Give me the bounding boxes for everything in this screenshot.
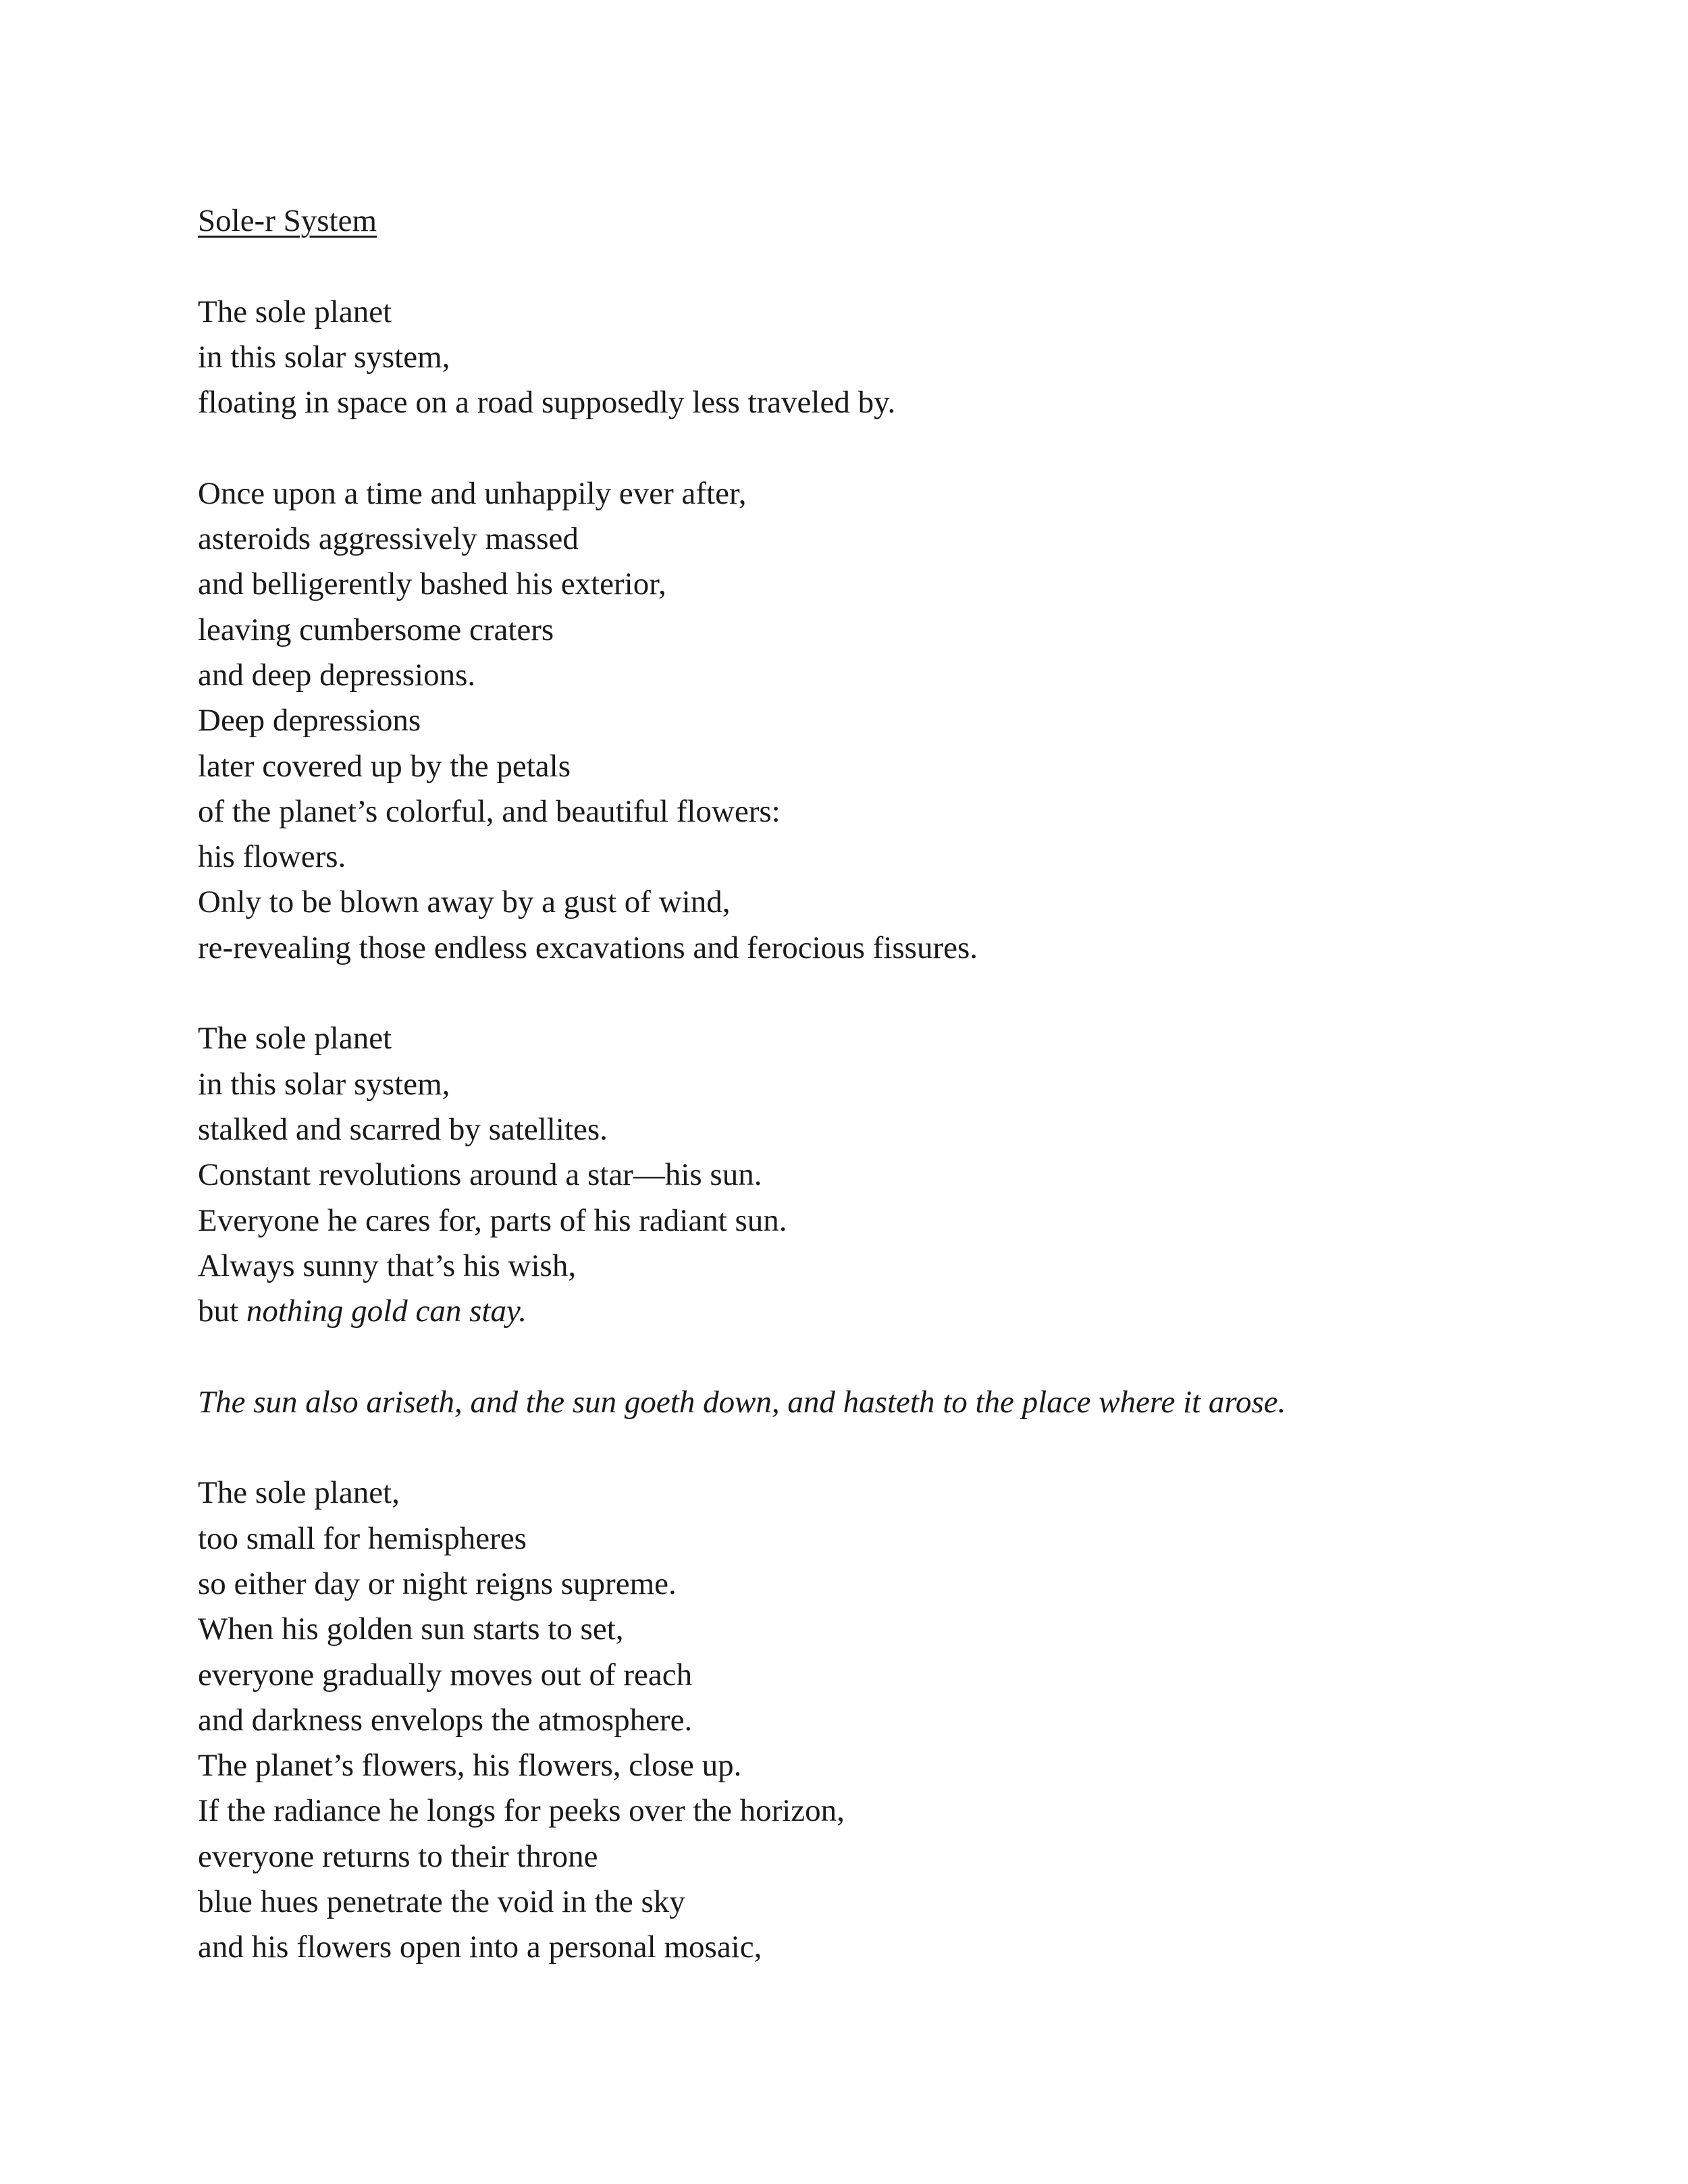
- poem-line: too small for hemispheres: [198, 1520, 527, 1556]
- poem-line: The sole planet,: [198, 1475, 400, 1511]
- poem-line: Always sunny that’s his wish,: [198, 1248, 577, 1283]
- poem-line: stalked and scarred by satellites.: [198, 1111, 608, 1147]
- poem-line: and belligerently bashed his exterior,: [198, 566, 666, 602]
- poem-line: and his flowers open into a personal mosaic,: [198, 1929, 762, 1965]
- stanza-2: [198, 471, 1548, 971]
- epigraph-quote: [198, 1380, 1548, 1425]
- stanza-gap: [198, 425, 1548, 471]
- poem-line: Constant revolutions around a star—his sun.: [198, 1157, 762, 1193]
- poem-line: Once upon a time and unhappily ever after,: [198, 475, 747, 511]
- poem-title: Sole-r System: [198, 203, 377, 238]
- poem-line: The planet’s flowers, his flowers, close up.: [198, 1748, 742, 1784]
- italic-quote: The sun also ariseth, and the sun goeth down, and hasteth to the place where it arose.: [198, 1384, 1286, 1420]
- poem-line: asteroids aggressively massed: [198, 521, 579, 557]
- poem-line: and darkness envelops the atmosphere.: [198, 1702, 693, 1738]
- poem-line: The sole planet: [198, 294, 392, 329]
- poem-line: and deep depressions.: [198, 657, 476, 693]
- poem-line: re-revealing those endless excavations and ferocious fissures.: [198, 930, 978, 965]
- poem-line: everyone returns to their throne: [198, 1838, 598, 1874]
- poem-line: Only to be blown away by a gust of wind,: [198, 884, 731, 920]
- stanza-gap: [198, 1425, 1548, 1470]
- stanza-gap: [198, 1334, 1548, 1379]
- poem-line: in this solar system,: [198, 339, 450, 375]
- stanza-gap: [198, 971, 1548, 1016]
- poem-line: floating in space on a road supposedly less traveled by.: [198, 385, 896, 421]
- stanza-3: [198, 1016, 1548, 1334]
- stanza-4: [198, 1470, 1548, 1970]
- poem-line: The sole planet: [198, 1021, 392, 1057]
- poem-line: leaving cumbersome craters: [198, 612, 554, 647]
- stanza-gap: [198, 244, 1548, 289]
- poem-line-prefix: but: [198, 1294, 246, 1329]
- poem-line: If the radiance he longs for peeks over the horizon,: [198, 1793, 845, 1829]
- poem-line-with-allusion: [198, 1289, 1548, 1334]
- poem-line: Everyone he cares for, parts of his radiant sun.: [198, 1202, 787, 1238]
- italic-allusion: nothing gold can stay.: [246, 1294, 527, 1329]
- poem-line: so either day or night reigns supreme.: [198, 1566, 677, 1601]
- poem-line: blue hues penetrate the void in the sky: [198, 1884, 685, 1919]
- poem-line: of the planet’s colorful, and beautiful flowers:: [198, 793, 781, 829]
- poem-line: his flowers.: [198, 839, 346, 875]
- poem-line: later covered up by the petals: [198, 748, 571, 784]
- poem-line: everyone gradually moves out of reach: [198, 1657, 693, 1693]
- poem: [198, 198, 1548, 1971]
- poem-line: in this solar system,: [198, 1066, 450, 1102]
- poem-line: When his golden sun starts to set,: [198, 1612, 624, 1647]
- stanza-1: [198, 290, 1548, 426]
- poem-line: Deep depressions: [198, 703, 421, 739]
